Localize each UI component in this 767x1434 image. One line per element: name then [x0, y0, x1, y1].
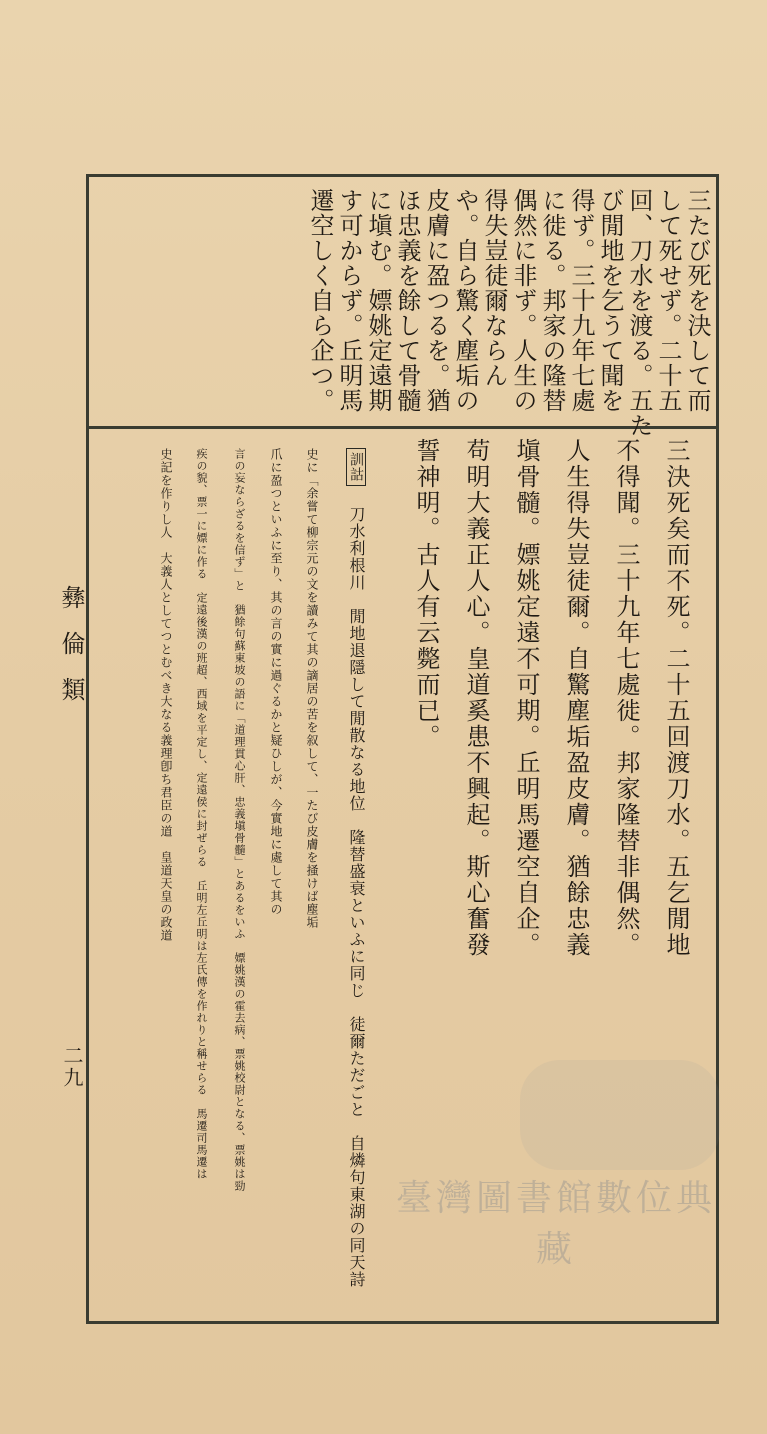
- upper-column: 三たび死を決して而: [683, 188, 711, 413]
- upper-column: 皮膚に盈つるを。猶: [422, 188, 450, 413]
- section-title: 彝倫類: [57, 585, 85, 723]
- upper-column: 得失豈徒爾ならん: [480, 188, 508, 388]
- main-text-column: 三決死矣而不死。二十五回渡刀水。五乞閒地: [662, 438, 690, 958]
- main-text-column: 不得聞。三十九年七處徙。邦家隆替非偶然。: [612, 438, 640, 958]
- upper-column: び閒地を乞うて聞を: [596, 188, 624, 413]
- note-column: 史に「余嘗て柳宗元の文を讀みて其の謫居の苦を叙して、一たび皮膚を掻けば塵垢: [305, 448, 319, 929]
- upper-column: 偶然に非ず。人生の: [509, 188, 537, 413]
- xun-label: 訓詁: [346, 448, 366, 486]
- note-column: 史記を作りし人 大義人としてつとむべき大なる義理卽ち君臣の道 皇道天皇の政道: [159, 448, 173, 942]
- upper-column: や。自ら驚く塵垢の: [451, 188, 479, 413]
- note-column: 疾の貌、票一に嫖に作る 定遠後漢の班超、西域を平定し、定遠侯に封ぜらる 丘明左丘明は左氏傳を作れりと稱せらる 馬遷司馬遷は: [195, 448, 208, 1180]
- upper-column: 回、刀水を渡る。五た: [625, 188, 653, 438]
- main-text-column: 誓神明。古人有云斃而已。: [412, 438, 440, 750]
- watermark: 臺灣圖書館數位典藏: [396, 1178, 717, 1270]
- upper-column: す可からず。丘明馬: [335, 188, 363, 413]
- upper-column: に徙る。邦家の隆替: [538, 188, 566, 413]
- upper-column: 遷空しく自ら企つ。: [306, 188, 334, 413]
- note-column: 爪に盈つといふに至り、其の言の實に過ぐるかと疑ひしが、今實地に處して其の: [269, 448, 283, 916]
- page-number: 二九: [60, 1045, 84, 1089]
- note-column: [346, 448, 366, 1288]
- main-text-column: 苟明大義正人心。皇道奚患不興起。斯心奮發: [462, 438, 490, 958]
- upper-column: に塡む。嫖姚定遠期: [364, 188, 392, 413]
- note-column: 言の妄ならざるを信ず」と 猶餘句蘇東坡の語に「道理貫心肝、忠義塡骨髓」とあるをいふ 嫖姚漢の霍去病、票姚校尉となる、票姚は勁: [233, 448, 246, 1192]
- upper-column: 得ず。三十九年七處: [567, 188, 595, 413]
- upper-column: ほ忠義を餘して骨髓: [393, 188, 421, 413]
- main-text-column: 塡骨髓。嫖姚定遠不可期。丘明馬遷空自企。: [512, 438, 540, 958]
- note-text: 刀水利根川 閒地退隱して閒散なる地位 隆替盛衰といふに同じ 徒爾ただごと 自燐句東湖の同天詩: [347, 506, 366, 1288]
- library-seal-mark: [520, 1060, 720, 1170]
- main-text-column: 人生得失豈徒爾。自驚塵垢盈皮膚。猶餘忠義: [562, 438, 590, 958]
- upper-column: して死せず。二十五: [654, 188, 682, 413]
